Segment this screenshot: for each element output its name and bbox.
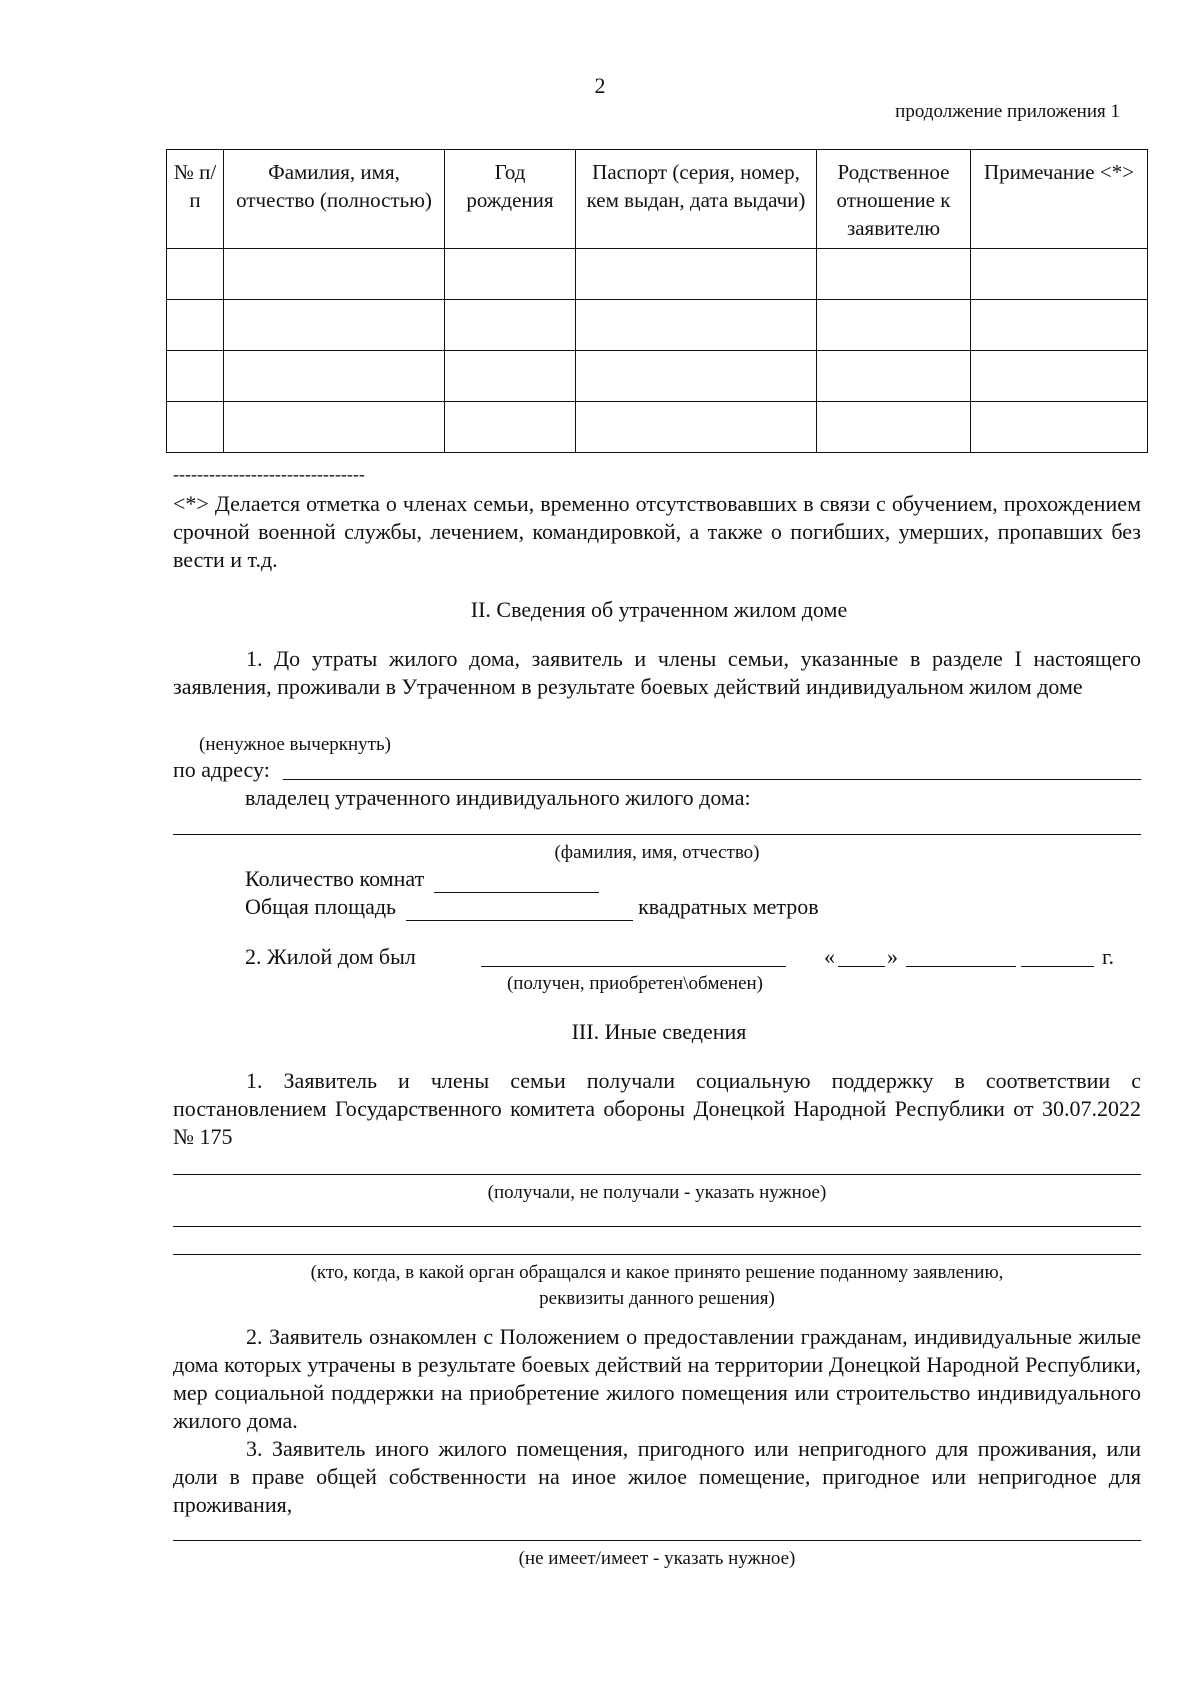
support-hint: (получали, не получали - указать нужное) xyxy=(487,1182,827,1203)
table-cell[interactable] xyxy=(576,402,817,453)
section-3-title: III. Иные сведения xyxy=(571,1019,747,1044)
section-2-item-1: 1. До утраты жилого дома, заявитель и члены семьи, указанные в разделе I настоящего заявления, проживали в Утраченном в результате боевых действий индивидуальном жилом доме xyxy=(173,646,1141,699)
date-open-quote: « xyxy=(824,944,835,969)
section-3-item-2: 2. Заявитель ознакомлен с Положением о предоставлении гражданам, индивидуальные жилые дома которых утрачены в результате боевых действий на территории Донецкой Народной Республики, мер социальной поддержки на приобретение жилого помещения или строительство индивидуального жилого дома. xyxy=(173,1324,1141,1433)
table-cell[interactable] xyxy=(224,402,445,453)
table-cell[interactable] xyxy=(817,402,971,453)
rooms-line[interactable] xyxy=(434,870,599,893)
table-row xyxy=(167,351,1148,402)
table-cell[interactable] xyxy=(971,402,1148,453)
table-cell[interactable] xyxy=(817,300,971,351)
header-relationship: Родственное отношение к заявителю xyxy=(817,150,971,249)
table-row xyxy=(167,300,1148,351)
acquisition-line[interactable] xyxy=(481,966,786,967)
area-label: Общая площадь xyxy=(245,894,397,919)
table-cell[interactable] xyxy=(167,300,224,351)
table-cell[interactable] xyxy=(445,300,576,351)
address-label: по адресу: xyxy=(173,757,270,782)
table-cell[interactable] xyxy=(224,249,445,300)
table-row xyxy=(167,402,1148,453)
table-cell[interactable] xyxy=(445,402,576,453)
owner-hint: (фамилия, имя, отчество) xyxy=(554,842,760,863)
appeal-line-1[interactable] xyxy=(173,1226,1141,1227)
table-cell[interactable] xyxy=(167,351,224,402)
section-3-item-1: 1. Заявитель и члены семьи получали социальную поддержку в соответствии с постановлением Государственного комитета обороны Донецкой Народной Республики от 30.07.2022 № 175 xyxy=(173,1068,1141,1149)
table-cell[interactable] xyxy=(167,249,224,300)
section-3-item-3: 3. Заявитель иного жилого помещения, пригодного или непригодного для проживания, или доли в праве общей собственности на иное жилое помещение, пригодное или непригодное для проживания, xyxy=(173,1436,1141,1517)
table-cell[interactable] xyxy=(224,300,445,351)
header-passport: Паспорт (серия, номер, кем выдан, дата выдачи) xyxy=(576,150,817,249)
page-number: 2 xyxy=(594,73,606,98)
table-cell[interactable] xyxy=(576,300,817,351)
item-2-label: 2. Жилой дом был xyxy=(245,944,416,969)
support-answer-line[interactable] xyxy=(173,1174,1141,1175)
area-line[interactable] xyxy=(406,898,633,921)
table-cell[interactable] xyxy=(224,351,445,402)
property-answer-line[interactable] xyxy=(173,1540,1141,1541)
header-birth-year: Год рождения xyxy=(445,150,576,249)
appeal-hint-line-2: реквизиты данного решения) xyxy=(539,1288,775,1309)
appeal-hint-line-1: (кто, когда, в какой орган обращался и какое принято решение поданному заявлению, xyxy=(310,1262,1004,1283)
header-note: Примечание <*> xyxy=(971,150,1148,249)
table-cell[interactable] xyxy=(971,300,1148,351)
footnote-text: <*> Делается отметка о членах семьи, временно отсутствовавших в связи с обучением, прохождением срочной военной службы, лечением, командировкой, а также о погибших, умерших, пропавших без вести и т.д. xyxy=(173,491,1141,572)
table-cell[interactable] xyxy=(971,351,1148,402)
address-line[interactable] xyxy=(283,779,1141,780)
table-cell[interactable] xyxy=(576,249,817,300)
owner-label: владелец утраченного индивидуального жилого дома: xyxy=(245,785,751,810)
month-line[interactable] xyxy=(906,966,1016,967)
year-suffix: г. xyxy=(1102,944,1115,969)
family-members-table xyxy=(166,149,1148,453)
footnote-separator: -------------------------------- xyxy=(173,464,365,484)
header-full-name: Фамилия, имя, отчество (полностью) xyxy=(224,150,445,249)
table-cell[interactable] xyxy=(445,351,576,402)
continuation-note: продолжение приложения 1 xyxy=(895,101,1120,122)
table-cell[interactable] xyxy=(817,351,971,402)
acquisition-hint: (получен, приобретен\обменен) xyxy=(506,973,764,994)
rooms-label: Количество комнат xyxy=(245,866,425,891)
table-cell[interactable] xyxy=(445,249,576,300)
section-2-title: II. Сведения об утраченном жилом доме xyxy=(470,597,848,622)
owner-line[interactable] xyxy=(173,834,1141,835)
header-number: № п/п xyxy=(167,150,224,249)
table-cell[interactable] xyxy=(817,249,971,300)
table-row xyxy=(167,249,1148,300)
appeal-line-2[interactable] xyxy=(173,1254,1141,1255)
table-cell[interactable] xyxy=(576,351,817,402)
day-line[interactable] xyxy=(838,966,885,967)
property-hint: (не имеет/имеет - указать нужное) xyxy=(518,1548,796,1569)
table-header-row xyxy=(167,150,1148,249)
area-unit: квадратных метров xyxy=(638,894,819,919)
strike-note: (ненужное вычеркнуть) xyxy=(199,734,391,755)
table-cell[interactable] xyxy=(167,402,224,453)
date-close-quote: » xyxy=(887,944,898,969)
year-line[interactable] xyxy=(1021,966,1094,967)
table-cell[interactable] xyxy=(971,249,1148,300)
